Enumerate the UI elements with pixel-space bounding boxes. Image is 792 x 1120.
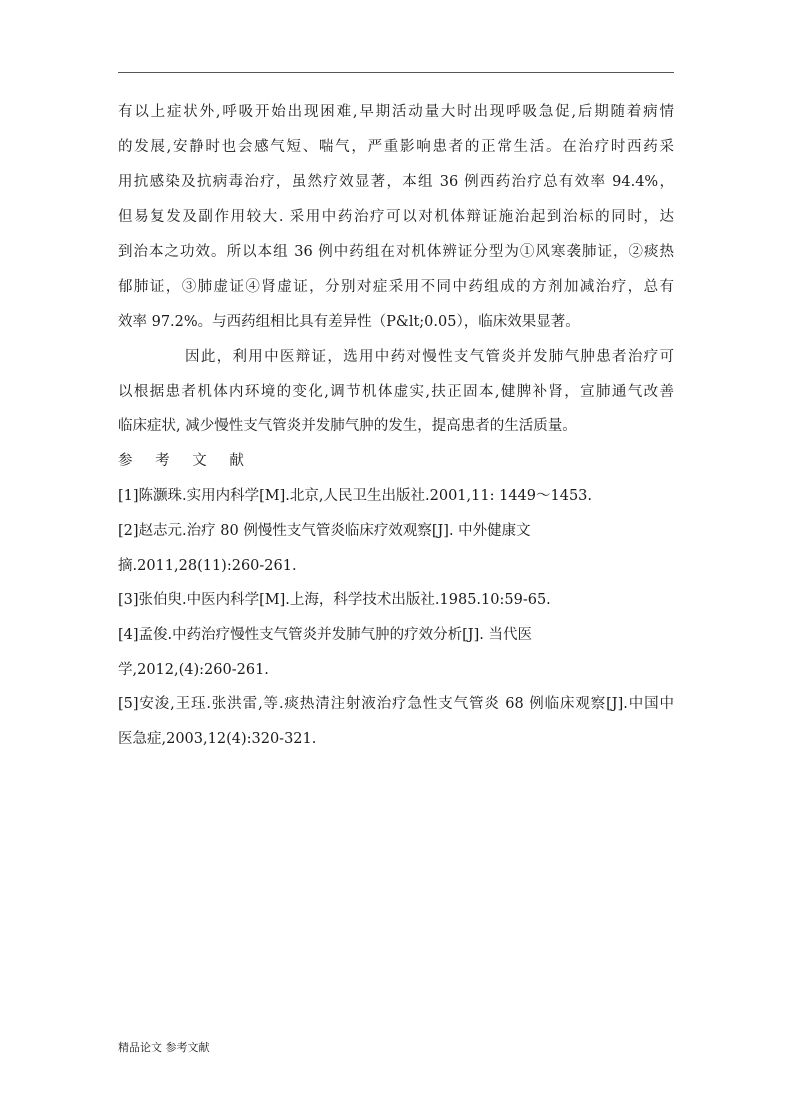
paragraph-1-line-4: 但易复发及副作用较大. 采用中药治疗可以对机体辩证施治起到治标的同时，达	[118, 209, 674, 225]
header-rule	[118, 72, 674, 73]
references-heading: 参 考 文 献	[118, 453, 253, 469]
page-footer: 精品论文 参考文献	[118, 1041, 210, 1054]
paragraph-1-line-1: 有以上症状外,呼吸开始出现困难,早期活动量大时出现呼吸急促,后期随着病情	[118, 104, 674, 120]
paragraph-2-line-1: 因此，利用中医辩证，选用中药对慢性支气管炎并发肺气肿患者治疗可	[185, 349, 674, 365]
reference-1: [1]陈灏珠.实用内科学[M].北京,人民卫生出版社.2001,11: 1449～1453.	[118, 488, 593, 504]
reference-5-line-1: [5]安浚,王珏.张洪雷,等.痰热清注射液治疗急性支气管炎 68 例临床观察[J].中国中	[118, 696, 674, 712]
paragraph-1-line-2: 的发展,安静时也会感气短、喘气，严重影响患者的正常生活。在治疗时西药采	[118, 139, 674, 155]
reference-5-line-2: 医急症,2003,12(4):320-321.	[118, 731, 317, 747]
paragraph-1-line-3: 用抗感染及抗病毒治疗，虽然疗效显著，本组 36 例西药治疗总有效率 94.4%，	[118, 174, 674, 190]
paragraph-1-line-7: 效率 97.2%。与西药组相比具有差异性（P&lt;0.05），临床效果显著。	[118, 314, 580, 330]
reference-2-line-2: 摘.2011,28(11):260-261.	[118, 558, 297, 574]
paragraph-1-line-6: 郁肺证，③肺虚证④肾虚证，分别对症采用不同中药组成的方剂加减治疗，总有	[118, 279, 674, 295]
paragraph-2-line-2: 以根据患者机体内环境的变化,调节机体虚实,扶正固本,健脾补肾，宣肺通气改善	[118, 384, 674, 400]
reference-3: [3]张伯臾.中医内科学[M].上海，科学技术出版社.1985.10:59-65.	[118, 592, 551, 608]
reference-2-line-1: [2]赵志元.治疗 80 例慢性支气管炎临床疗效观察[J]. 中外健康文	[118, 523, 531, 539]
paragraph-2-line-3: 临床症状, 减少慢性支气管炎并发肺气肿的发生，提高患者的生活质量。	[118, 418, 577, 434]
reference-4-line-1: [4]孟俊.中药治疗慢性支气管炎并发肺气肿的疗效分析[J]. 当代医	[118, 627, 532, 643]
reference-4-line-2: 学,2012,(4):260-261.	[118, 662, 269, 678]
paragraph-1-line-5: 到治本之功效。所以本组 36 例中药组在对机体辨证分型为①风寒袭肺证，②痰热	[118, 244, 674, 260]
